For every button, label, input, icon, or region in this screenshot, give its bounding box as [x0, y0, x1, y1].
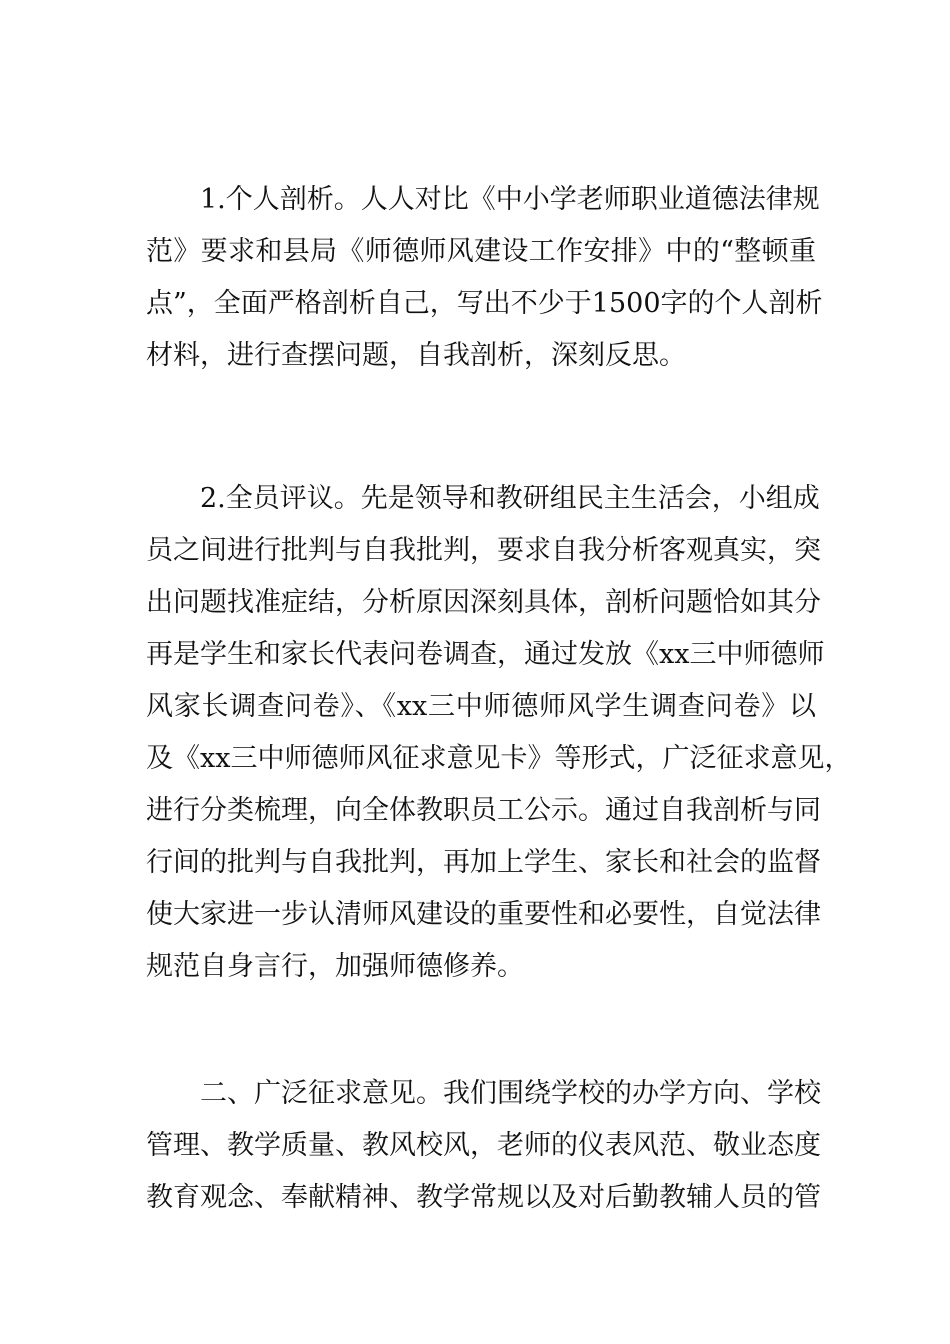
text-line: 材料，进行查摆问题，自我剖析，深刻反思。: [146, 340, 686, 371]
text-line: 进行分类梳理，向全体教职员工公示。通过自我剖析与同: [146, 795, 821, 826]
text-line: 及《xx三中师德师风征求意见卡》等形式，广泛征求意见，: [146, 743, 852, 774]
text-line: 出问题找准症结，分析原因深刻具体，剖析问题恰如其分: [146, 587, 821, 618]
text-line: 点”，全面严格剖析自己，写出不少于1500字的个人剖析: [146, 288, 823, 319]
text-line: 范》要求和县局《师德师风建设工作安排》中的“整顿重: [146, 236, 816, 267]
text-line: 再是学生和家长代表问卷调查，通过发放《xx三中师德师: [146, 639, 825, 670]
text-line: 行间的批判与自我批判，再加上学生、家长和社会的监督: [146, 847, 821, 878]
text-line: 1.个人剖析。人人对比《中小学老师职业道德法律规: [200, 184, 820, 215]
text-line: 二、广泛征求意见。我们围绕学校的办学方向、学校: [200, 1078, 821, 1109]
text-line: 员之间进行批判与自我批判，要求自我分析客观真实，突: [146, 535, 821, 566]
text-line: 规范自身言行，加强师德修养。: [146, 951, 524, 982]
paragraph-all-staff-review: [146, 473, 852, 993]
text-line: 管理、教学质量、教风校风，老师的仪表风范、敬业态度: [146, 1130, 821, 1161]
paragraph-solicit-opinions: [146, 1068, 821, 1224]
text-line: 教育观念、奉献精神、教学常规以及对后勤教辅人员的管: [146, 1182, 821, 1213]
text-line: 风家长调查问卷》、《xx三中师德师风学生调查问卷》以: [146, 691, 816, 722]
text-line: 2.全员评议。先是领导和教研组民主生活会，小组成: [200, 483, 820, 514]
paragraph-personal-analysis: [146, 174, 823, 382]
text-line: 使大家进一步认清师风建设的重要性和必要性，自觉法律: [146, 899, 821, 930]
